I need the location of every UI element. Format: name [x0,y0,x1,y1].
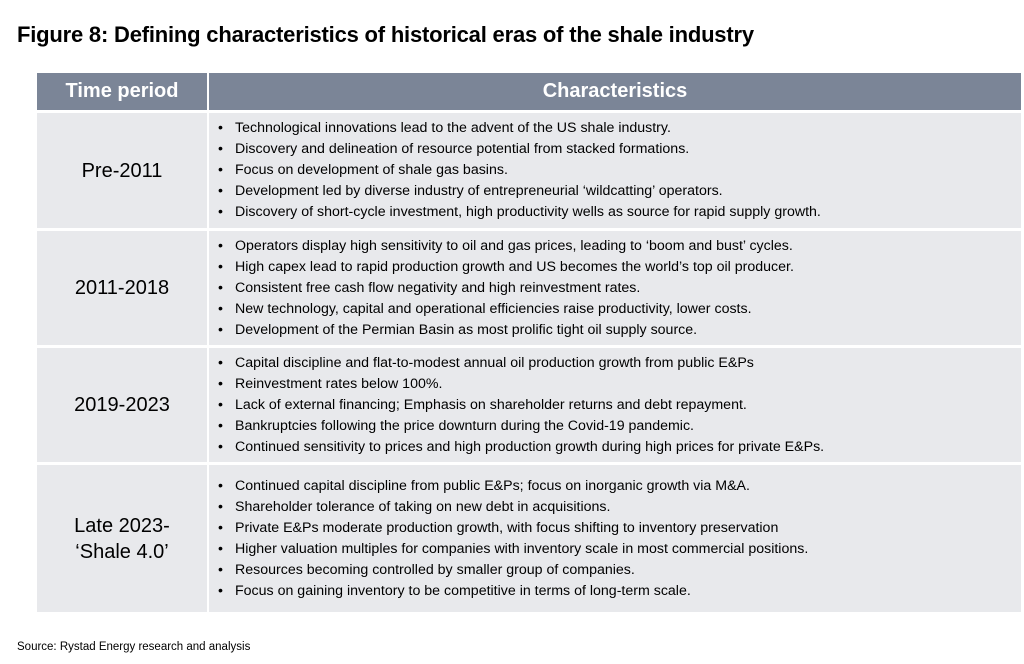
period-label: 2019-2023 [74,394,170,416]
period-label: Pre-2011 [81,159,163,182]
table-row-2011-2018 [37,230,1021,347]
characteristics-cell [208,464,1021,614]
list-item: • Consistent free cash flow negativity and high reinvestment rates. [235,278,1021,299]
list-item: • Shareholder tolerance of taking on new debt in acquisitions. [235,497,1021,518]
header-characteristics: Characteristics [208,73,1021,112]
period-cell [37,230,208,347]
eras-table [37,73,1021,615]
list-item: • Capital discipline and flat-to-modest annual oil production growth from public E&Ps [235,353,1021,374]
period-label: 2011-2018 [74,277,170,299]
characteristics-cell [208,347,1021,464]
characteristics-list [209,236,1021,341]
table-row-2019-2023 [37,347,1021,464]
characteristics-list [209,476,1021,602]
list-item: • Continued sensitivity to prices and high production growth during high prices for private E&Ps. [235,437,1021,458]
list-item: • Development led by diverse industry of entrepreneurial ‘wildcatting’ operators. [235,181,1021,202]
source-note: Source: Rystad Energy research and analysis [17,641,251,653]
list-item: • Continued capital discipline from public E&Ps; focus on inorganic growth via M&A. [235,476,1021,497]
characteristics-cell [208,112,1021,230]
period-label-line-1: Late 2023- [74,514,170,537]
period-cell [37,464,208,614]
table-row-pre-2011 [37,112,1021,230]
list-item: • Reinvestment rates below 100%. [235,374,1021,395]
list-item: • Lack of external financing; Emphasis on shareholder returns and debt repayment. [235,395,1021,416]
period-cell [37,347,208,464]
list-item: • Discovery and delineation of resource potential from stacked formations. [235,139,1021,160]
list-item: • Operators display high sensitivity to oil and gas prices, leading to ‘boom and bust’ cycles. [235,236,1021,257]
list-item: • Technological innovations lead to the advent of the US shale industry. [235,118,1021,139]
characteristics-cell [208,230,1021,347]
list-item: • High capex lead to rapid production growth and US becomes the world’s top oil producer. [235,257,1021,278]
header-time-period: Time period [37,73,208,112]
table-row-shale-4 [37,464,1021,614]
list-item: • Focus on gaining inventory to be competitive in terms of long-term scale. [235,581,1021,602]
characteristics-list [209,118,1021,223]
list-item: • Resources becoming controlled by smaller group of companies. [235,560,1021,581]
list-item: • Focus on development of shale gas basins. [235,160,1021,181]
characteristics-list [209,353,1021,458]
figure-title: Figure 8: Defining characteristics of historical eras of the shale industry [17,22,754,47]
period-cell [37,112,208,230]
table-header-row [37,73,1021,112]
list-item: • Bankruptcies following the price downturn during the Covid-19 pandemic. [235,416,1021,437]
list-item: • Private E&Ps moderate production growth, with focus shifting to inventory preservation [235,518,1021,539]
list-item: • Discovery of short-cycle investment, high productivity wells as source for rapid supply growth. [235,202,1021,223]
list-item: • Development of the Permian Basin as most prolific tight oil supply source. [235,320,1021,341]
list-item: • New technology, capital and operational efficiencies raise productivity, lower costs. [235,299,1021,320]
list-item: • Higher valuation multiples for companies with inventory scale in most commercial positions. [235,539,1021,560]
period-label-line-2: ‘Shale 4.0’ [75,540,169,563]
